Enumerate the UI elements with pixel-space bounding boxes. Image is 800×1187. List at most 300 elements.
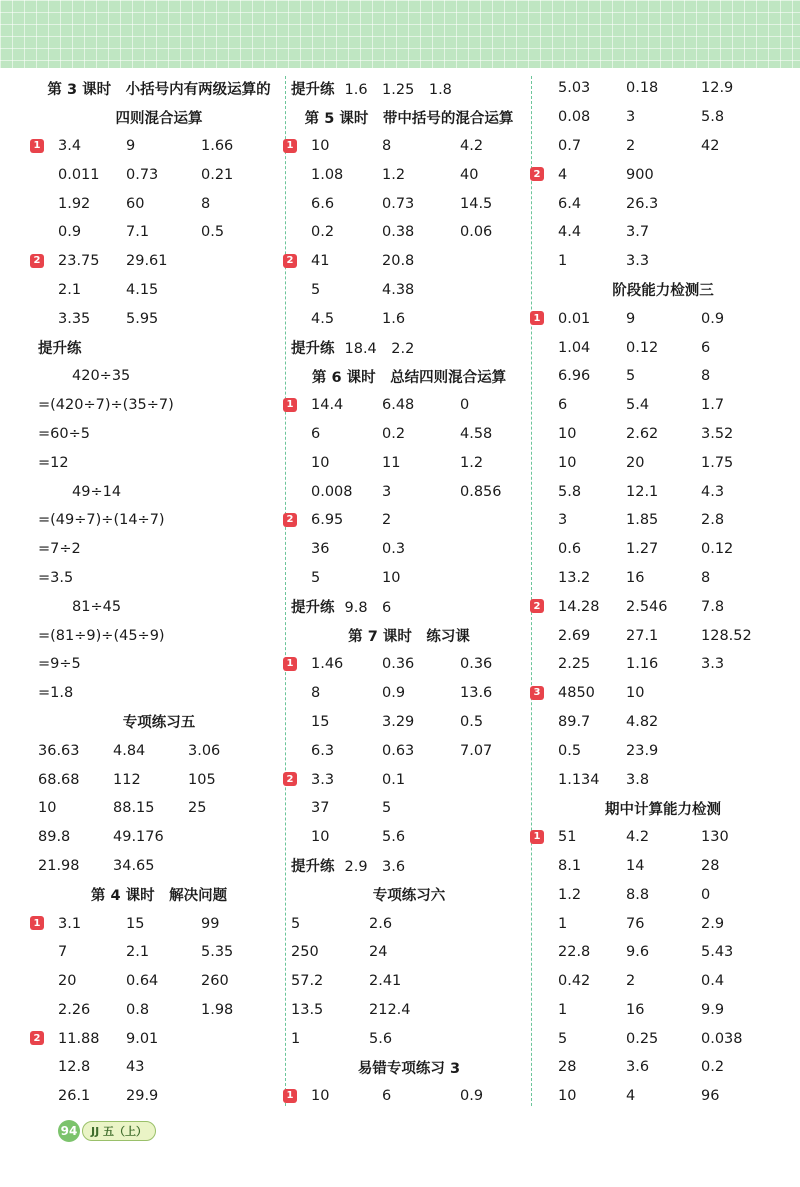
answer-value: 12.1 bbox=[626, 483, 659, 500]
answer-cells bbox=[538, 973, 788, 989]
answer-cells bbox=[38, 858, 280, 874]
answer-cells bbox=[291, 282, 527, 298]
answer-cells bbox=[291, 311, 527, 327]
answer-value: 4.3 bbox=[701, 483, 725, 500]
section-title: 四则混合运算 bbox=[115, 110, 203, 127]
answer-cells bbox=[291, 484, 527, 500]
extension-practice-label: 提升练 bbox=[38, 341, 82, 358]
extension-practice-values: 1.6 1.25 1.8 bbox=[344, 81, 452, 98]
section-title: 阶段能力检测三 bbox=[612, 283, 714, 300]
answer-cells bbox=[291, 224, 527, 240]
section-title: 易错专项练习 3 bbox=[357, 1060, 461, 1077]
answer-value: 3.6 bbox=[626, 1059, 650, 1076]
answer-value: 16 bbox=[626, 569, 645, 586]
question-number-badge: 2 bbox=[30, 1031, 44, 1045]
answer-value: 20 bbox=[58, 973, 77, 990]
question-number-badge: 1 bbox=[283, 657, 297, 671]
answer-cells bbox=[291, 944, 527, 960]
answer-value: 89.8 bbox=[38, 829, 71, 846]
extension-practice-label: 提升练 bbox=[291, 859, 335, 876]
answer-value: 3.52 bbox=[701, 425, 734, 442]
answer-value: 4 bbox=[626, 1088, 636, 1105]
answer-row bbox=[538, 420, 788, 449]
answer-row bbox=[538, 564, 788, 593]
answer-value: 4.2 bbox=[460, 137, 484, 154]
answer-value: 28 bbox=[701, 857, 720, 874]
answer-value: 0.4 bbox=[701, 973, 725, 990]
answer-value: 4.84 bbox=[113, 742, 146, 759]
answer-value: 7.8 bbox=[701, 598, 725, 615]
question-number-badge: 1 bbox=[30, 139, 44, 153]
answer-value: 0.73 bbox=[382, 195, 415, 212]
answer-value: 9.6 bbox=[626, 944, 650, 961]
extension-practice-row bbox=[291, 592, 527, 621]
answer-row bbox=[538, 708, 788, 737]
answer-cells bbox=[291, 916, 527, 932]
answer-cells bbox=[291, 772, 527, 788]
extension-practice-values: 2.9 3.6 bbox=[344, 859, 406, 876]
page-footer bbox=[58, 1120, 156, 1142]
answer-row bbox=[538, 938, 788, 967]
answer-value: 29.61 bbox=[126, 253, 168, 270]
answer-value: 9.9 bbox=[701, 1001, 725, 1018]
answer-row bbox=[538, 996, 788, 1025]
answer-value: 10 bbox=[558, 454, 577, 471]
calculation-step: 81÷45 bbox=[72, 598, 122, 615]
question-number-badge: 1 bbox=[283, 139, 297, 153]
answer-value: 212.4 bbox=[369, 1001, 411, 1018]
answer-value: 1 bbox=[558, 1001, 568, 1018]
answer-column-2 bbox=[286, 74, 527, 1111]
answer-value: 2.1 bbox=[58, 281, 82, 298]
answer-value: 8 bbox=[201, 195, 211, 212]
answer-value: 60 bbox=[126, 195, 145, 212]
section-title: 第 5 课时 带中括号的混合运算 bbox=[304, 110, 514, 127]
answer-value: 10 bbox=[311, 137, 330, 154]
answer-row bbox=[291, 967, 527, 996]
answer-cells bbox=[538, 685, 788, 701]
answer-row bbox=[291, 564, 527, 593]
answer-value: 14.28 bbox=[558, 598, 600, 615]
answer-value: 21.98 bbox=[38, 857, 80, 874]
answer-value: 5 bbox=[311, 569, 321, 586]
answer-value: 1.2 bbox=[382, 166, 406, 183]
answer-value: 8 bbox=[701, 569, 711, 586]
answer-cells bbox=[538, 916, 788, 932]
answer-value: 24 bbox=[369, 944, 388, 961]
answer-cells bbox=[538, 944, 788, 960]
answer-row bbox=[38, 218, 280, 247]
answer-value: 0.64 bbox=[126, 973, 159, 990]
answer-value: 3.29 bbox=[382, 713, 415, 730]
answer-value: 5.6 bbox=[382, 829, 406, 846]
answer-value: 7.07 bbox=[460, 742, 493, 759]
answer-cells bbox=[291, 253, 527, 269]
answer-row bbox=[291, 736, 527, 765]
answer-row bbox=[533, 160, 788, 189]
answer-cells bbox=[291, 743, 527, 759]
answer-value: 2.6 bbox=[369, 915, 393, 932]
answer-cells bbox=[38, 253, 280, 269]
answer-cells bbox=[538, 1002, 788, 1018]
answer-value: 29.9 bbox=[126, 1088, 159, 1105]
answer-value: 4.2 bbox=[626, 829, 650, 846]
answer-value: 0.038 bbox=[701, 1030, 743, 1047]
answer-row bbox=[38, 852, 280, 881]
answer-value: 0.38 bbox=[382, 224, 415, 241]
answer-value: 27.1 bbox=[626, 627, 659, 644]
answer-value: 3.1 bbox=[58, 915, 82, 932]
answer-value: 2 bbox=[626, 137, 636, 154]
answer-value: 1 bbox=[558, 915, 568, 932]
answer-value: 7.1 bbox=[126, 224, 150, 241]
answer-cells bbox=[291, 570, 527, 586]
answer-value: 10 bbox=[311, 829, 330, 846]
answer-row bbox=[291, 304, 527, 333]
answer-value: 0.73 bbox=[126, 166, 159, 183]
answer-row bbox=[291, 535, 527, 564]
answer-cells bbox=[538, 1088, 788, 1104]
answer-value: 3 bbox=[626, 109, 636, 126]
answer-row bbox=[33, 1024, 280, 1053]
answer-value: 22.8 bbox=[558, 944, 591, 961]
answer-value: 250 bbox=[291, 944, 319, 961]
answer-value: 15 bbox=[311, 713, 330, 730]
column-divider bbox=[531, 76, 532, 1106]
answer-value: 128.52 bbox=[701, 627, 752, 644]
answer-cells bbox=[538, 628, 788, 644]
section-title: 第 4 课时 解决问题 bbox=[90, 888, 228, 905]
answer-cells bbox=[38, 224, 280, 240]
answer-cells bbox=[38, 311, 280, 327]
answer-row bbox=[538, 132, 788, 161]
answer-value: 5 bbox=[311, 281, 321, 298]
answer-value: 6.48 bbox=[382, 397, 415, 414]
answer-cells bbox=[291, 800, 527, 816]
answer-row bbox=[291, 218, 527, 247]
answer-value: 0.42 bbox=[558, 973, 591, 990]
answer-value: 5.8 bbox=[558, 483, 582, 500]
answer-value: 3.3 bbox=[701, 656, 725, 673]
edition-label: JJ 五（上） bbox=[82, 1121, 156, 1141]
column-divider bbox=[285, 76, 286, 1106]
answer-value: 10 bbox=[382, 569, 401, 586]
answer-value: 51 bbox=[558, 829, 577, 846]
answer-value: 0.2 bbox=[382, 425, 406, 442]
answer-cells bbox=[38, 772, 280, 788]
section-title: 第 3 课时 小括号内有两级运算的 bbox=[47, 81, 271, 98]
answer-row bbox=[286, 650, 527, 679]
answer-row bbox=[33, 909, 280, 938]
extension-practice-label: 提升练 bbox=[291, 341, 335, 358]
answer-cells bbox=[291, 512, 527, 528]
answer-cells bbox=[538, 167, 788, 183]
answer-value: 260 bbox=[201, 973, 229, 990]
answer-row bbox=[38, 736, 280, 765]
answer-cells bbox=[538, 455, 788, 471]
answer-value: 5 bbox=[558, 1030, 568, 1047]
answer-value: 6 bbox=[701, 339, 711, 356]
question-number-badge: 3 bbox=[530, 686, 544, 700]
answer-value: 2.62 bbox=[626, 425, 659, 442]
answer-value: 4.58 bbox=[460, 425, 493, 442]
answer-row bbox=[38, 1082, 280, 1111]
answer-value: 4.38 bbox=[382, 281, 415, 298]
answer-value: 12.8 bbox=[58, 1059, 91, 1076]
answer-value: 1.04 bbox=[558, 339, 591, 356]
answer-row bbox=[538, 650, 788, 679]
answer-cells bbox=[38, 282, 280, 298]
answer-row bbox=[538, 74, 788, 103]
answer-value: 0.9 bbox=[460, 1088, 484, 1105]
answer-cells bbox=[38, 973, 280, 989]
answer-row bbox=[538, 1053, 788, 1082]
answer-cells bbox=[538, 541, 788, 557]
answer-value: 89.7 bbox=[558, 713, 591, 730]
question-number-badge: 2 bbox=[530, 599, 544, 613]
answer-value: 6 bbox=[558, 397, 568, 414]
answer-row bbox=[538, 391, 788, 420]
answer-value: 1 bbox=[558, 253, 568, 270]
answer-value: 5 bbox=[626, 368, 636, 385]
answer-value: 0.18 bbox=[626, 80, 659, 97]
answer-value: 3.8 bbox=[626, 771, 650, 788]
answer-value: 0.9 bbox=[58, 224, 82, 241]
answer-row bbox=[538, 765, 788, 794]
answer-row bbox=[291, 477, 527, 506]
extension-practice-label: 提升练 bbox=[291, 81, 335, 98]
answer-cells bbox=[291, 138, 527, 154]
answer-value: 6.6 bbox=[311, 195, 335, 212]
answer-value: 3.06 bbox=[188, 742, 221, 759]
answer-value: 5 bbox=[291, 915, 301, 932]
answer-cells bbox=[38, 916, 280, 932]
answer-cells bbox=[291, 1002, 527, 1018]
answer-value: 0.008 bbox=[311, 483, 353, 500]
answer-value: 0 bbox=[460, 397, 470, 414]
extension-practice-values: 18.4 2.2 bbox=[344, 341, 415, 358]
answer-cells bbox=[291, 714, 527, 730]
answer-row bbox=[533, 304, 788, 333]
extension-practice-label: 提升练 bbox=[291, 600, 335, 617]
answer-row bbox=[291, 996, 527, 1025]
answer-value: 2.25 bbox=[558, 656, 591, 673]
answer-value: 23.9 bbox=[626, 742, 659, 759]
answer-row bbox=[286, 1082, 527, 1111]
header-grid-band bbox=[0, 0, 800, 68]
answer-cells bbox=[38, 1059, 280, 1075]
answer-value: 2.41 bbox=[369, 973, 402, 990]
answer-cells bbox=[38, 196, 280, 212]
extension-practice-row bbox=[291, 852, 527, 881]
answer-row bbox=[538, 333, 788, 362]
answer-value: 15 bbox=[126, 915, 145, 932]
answer-row bbox=[538, 448, 788, 477]
answer-value: 25 bbox=[188, 800, 207, 817]
answer-value: 76 bbox=[626, 915, 645, 932]
answer-value: 11.88 bbox=[58, 1030, 100, 1047]
calculation-step: =(420÷7)÷(35÷7) bbox=[38, 397, 174, 414]
answer-value: 3 bbox=[382, 483, 392, 500]
answer-row bbox=[291, 160, 527, 189]
answer-value: 5.35 bbox=[201, 944, 234, 961]
answer-value: 16 bbox=[626, 1001, 645, 1018]
answer-value: 10 bbox=[626, 685, 645, 702]
answer-cells bbox=[538, 1031, 788, 1047]
answer-row bbox=[538, 1024, 788, 1053]
answer-value: 5.43 bbox=[701, 944, 734, 961]
answer-value: 2 bbox=[626, 973, 636, 990]
answer-value: 2.9 bbox=[701, 915, 725, 932]
answer-cells bbox=[38, 167, 280, 183]
answer-value: 0.2 bbox=[701, 1059, 725, 1076]
answer-value: 1.66 bbox=[201, 137, 234, 154]
answer-value: 9.01 bbox=[126, 1030, 159, 1047]
answer-value: 3.3 bbox=[311, 771, 335, 788]
answer-row bbox=[286, 391, 527, 420]
answer-cells bbox=[291, 455, 527, 471]
answer-cells bbox=[538, 887, 788, 903]
question-number-badge: 1 bbox=[283, 1089, 297, 1103]
answer-cells bbox=[38, 800, 280, 816]
extension-practice-row bbox=[291, 74, 527, 103]
answer-value: 13.6 bbox=[460, 685, 493, 702]
answer-row bbox=[533, 823, 788, 852]
answer-cells bbox=[538, 426, 788, 442]
answer-cells bbox=[291, 685, 527, 701]
section-title: 专项练习六 bbox=[372, 888, 446, 905]
answer-row bbox=[538, 967, 788, 996]
answer-value: 5.03 bbox=[558, 80, 591, 97]
answer-value: 0.8 bbox=[126, 1001, 150, 1018]
answer-cells bbox=[538, 340, 788, 356]
answer-value: 13.5 bbox=[291, 1001, 324, 1018]
answer-value: 0.1 bbox=[382, 771, 406, 788]
answer-row bbox=[538, 362, 788, 391]
calculation-step: =(49÷7)÷(14÷7) bbox=[38, 512, 165, 529]
question-number-badge: 1 bbox=[530, 830, 544, 844]
answer-value: 1.7 bbox=[701, 397, 725, 414]
answer-value: 8 bbox=[311, 685, 321, 702]
answer-value: 4.4 bbox=[558, 224, 582, 241]
answer-value: 8.1 bbox=[558, 857, 582, 874]
answer-value: 1.08 bbox=[311, 166, 344, 183]
question-number-badge: 2 bbox=[283, 772, 297, 786]
answer-cells bbox=[538, 743, 788, 759]
answer-row bbox=[533, 679, 788, 708]
answer-value: 10 bbox=[558, 425, 577, 442]
answer-cells bbox=[291, 1088, 527, 1104]
answer-row bbox=[538, 506, 788, 535]
answer-cells bbox=[38, 944, 280, 960]
answer-value: 0.856 bbox=[460, 483, 502, 500]
answer-value: 1.92 bbox=[58, 195, 91, 212]
answer-value: 36.63 bbox=[38, 742, 80, 759]
answer-row bbox=[538, 1082, 788, 1111]
answer-value: 0.9 bbox=[382, 685, 406, 702]
answer-row bbox=[286, 132, 527, 161]
answer-value: 20 bbox=[626, 454, 645, 471]
answer-cells bbox=[38, 829, 280, 845]
answer-value: 3.4 bbox=[58, 137, 82, 154]
answer-value: 8 bbox=[382, 137, 392, 154]
question-number-badge: 2 bbox=[283, 513, 297, 527]
answer-row bbox=[291, 420, 527, 449]
answer-cells bbox=[38, 138, 280, 154]
calculation-step: =7÷2 bbox=[38, 541, 81, 558]
answer-value: 36 bbox=[311, 541, 330, 558]
answer-value: 2.1 bbox=[126, 944, 150, 961]
answer-value: 23.75 bbox=[58, 253, 100, 270]
answer-value: 68.68 bbox=[38, 771, 80, 788]
answer-value: 0.2 bbox=[311, 224, 335, 241]
answer-value: 57.2 bbox=[291, 973, 324, 990]
answer-row bbox=[538, 621, 788, 650]
answer-row bbox=[33, 132, 280, 161]
answer-row bbox=[291, 1024, 527, 1053]
answer-value: 20.8 bbox=[382, 253, 415, 270]
question-number-badge: 2 bbox=[283, 254, 297, 268]
section-title: 第 6 课时 总结四则混合运算 bbox=[311, 369, 507, 386]
answer-value: 1.85 bbox=[626, 512, 659, 529]
answer-row bbox=[538, 909, 788, 938]
answer-value: 0.7 bbox=[558, 137, 582, 154]
calculation-step: 420÷35 bbox=[72, 368, 131, 385]
answer-row bbox=[538, 218, 788, 247]
question-number-badge: 2 bbox=[30, 254, 44, 268]
calculation-step: =12 bbox=[38, 454, 69, 471]
answer-value: 11 bbox=[382, 454, 401, 471]
answer-value: 4.82 bbox=[626, 713, 659, 730]
section-title: 第 7 课时 练习课 bbox=[348, 629, 470, 646]
question-number-badge: 2 bbox=[530, 167, 544, 181]
answer-value: 14.5 bbox=[460, 195, 493, 212]
answer-value: 7 bbox=[58, 944, 68, 961]
answer-value: 0.5 bbox=[460, 713, 484, 730]
answer-value: 2.69 bbox=[558, 627, 591, 644]
answer-row bbox=[291, 708, 527, 737]
answer-row bbox=[291, 938, 527, 967]
answer-value: 37 bbox=[311, 800, 330, 817]
answer-row bbox=[291, 679, 527, 708]
answer-cells bbox=[538, 599, 788, 615]
answer-value: 0.36 bbox=[460, 656, 493, 673]
answer-value: 0.5 bbox=[201, 224, 225, 241]
answer-cells bbox=[291, 196, 527, 212]
answer-cells bbox=[538, 484, 788, 500]
answer-cells bbox=[291, 656, 527, 672]
answer-value: 0.63 bbox=[382, 742, 415, 759]
answer-value: 1.6 bbox=[382, 310, 406, 327]
answer-value: 0.9 bbox=[701, 310, 725, 327]
answer-value: 1 bbox=[291, 1030, 301, 1047]
page-number: 94 bbox=[58, 1120, 80, 1142]
answer-value: 112 bbox=[113, 771, 141, 788]
answer-value: 130 bbox=[701, 829, 729, 846]
answer-value: 6 bbox=[382, 1088, 392, 1105]
answer-cells bbox=[538, 224, 788, 240]
answer-value: 6.3 bbox=[311, 742, 335, 759]
answer-value: 26.1 bbox=[58, 1088, 91, 1105]
answer-value: 10 bbox=[558, 1088, 577, 1105]
question-number-badge: 1 bbox=[530, 311, 544, 325]
answer-value: 3.7 bbox=[626, 224, 650, 241]
calculation-step: 49÷14 bbox=[72, 483, 122, 500]
answer-value: 1.2 bbox=[460, 454, 484, 471]
answer-value: 1.27 bbox=[626, 541, 659, 558]
calculation-step: =1.8 bbox=[38, 685, 74, 702]
answer-row bbox=[38, 996, 280, 1025]
